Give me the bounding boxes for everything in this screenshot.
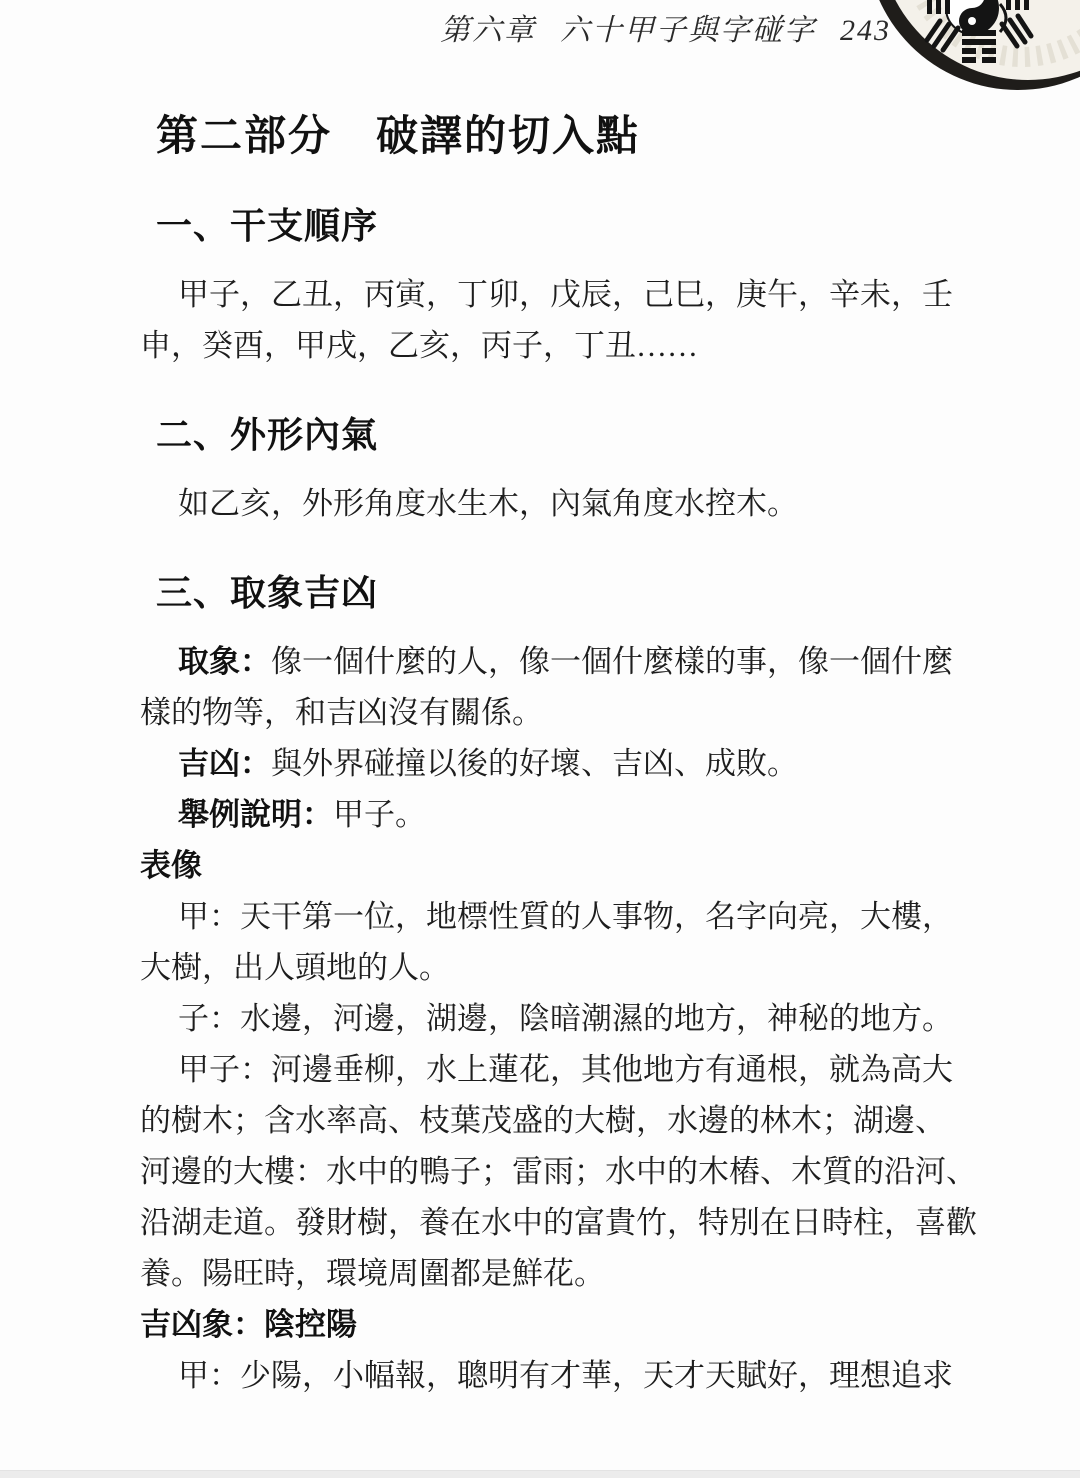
body-text-line: 申，癸酉，甲戌，乙亥，丙子，丁丑…… <box>140 328 698 363</box>
body-text-line: 子：水邊，河邊，湖邊，陰暗潮濕的地方，神秘的地方。 <box>178 1001 953 1036</box>
body-text-line: 沿湖走道。發財樹，養在水中的富貴竹，特別在日時柱，喜歡 <box>140 1205 977 1240</box>
body-text-line: 樣的物等，和吉凶沒有關係。 <box>140 695 543 730</box>
bold-lead-in: 吉凶： <box>178 746 271 781</box>
section-heading: 二、外形內氣 <box>156 414 379 455</box>
bagua-taiji-seal-icon <box>850 0 1080 115</box>
bold-lead-in: 舉例說明： <box>178 797 333 832</box>
page-bottom-edge <box>0 1470 1080 1478</box>
body-text-line: 甲子：河邊垂柳，水上蓮花，其他地方有通根，就為高大 <box>178 1052 953 1087</box>
bold-label-line: 表像 <box>140 848 202 883</box>
body-text-line: 如乙亥，外形角度水生木，內氣角度水控木。 <box>178 486 798 521</box>
body-text-line: 吉凶：與外界碰撞以後的好壞、吉凶、成敗。 <box>178 746 798 781</box>
chapter-title: 六十甲子與字碰字 <box>560 14 816 47</box>
body-text-line: 養。陽旺時，環境周圍都是鮮花。 <box>140 1256 605 1291</box>
body-text-line: 河邊的大樓：水中的鴨子；雷雨；水中的木樁、木質的沿河、 <box>140 1154 977 1189</box>
body-text-line: 甲：少陽，小幅報，聰明有才華，天才天賦好，理想追求 <box>178 1358 953 1393</box>
body-text-line: 取象：像一個什麼的人，像一個什麼樣的事，像一個什麼 <box>178 644 953 679</box>
bold-label-line: 吉凶象：陰控陽 <box>140 1307 357 1342</box>
part-title: 第二部分 破譯的切入點 <box>156 112 641 159</box>
running-header <box>440 14 891 48</box>
body-text-line: 甲：天干第一位，地標性質的人事物，名字向亮，大樓， <box>178 899 953 934</box>
page-number: 243 <box>840 14 891 47</box>
section-heading: 三、取象吉凶 <box>156 572 379 613</box>
chapter-number: 第六章 <box>440 14 536 47</box>
body-text-line: 大樹，出人頭地的人。 <box>140 950 450 985</box>
body-text-line: 甲子，乙丑，丙寅，丁卯，戊辰，己巳，庚午，辛未，壬 <box>178 277 953 312</box>
bold-lead-in: 取象： <box>178 644 271 679</box>
text-blocks <box>140 204 977 1401</box>
body-text-line: 舉例說明：甲子。 <box>178 797 426 832</box>
section-heading: 一、干支順序 <box>156 205 379 246</box>
body-text-line: 的樹木；含水率高、枝葉茂盛的大樹，水邊的林木；湖邊、 <box>140 1103 946 1138</box>
content-column <box>140 110 977 1401</box>
